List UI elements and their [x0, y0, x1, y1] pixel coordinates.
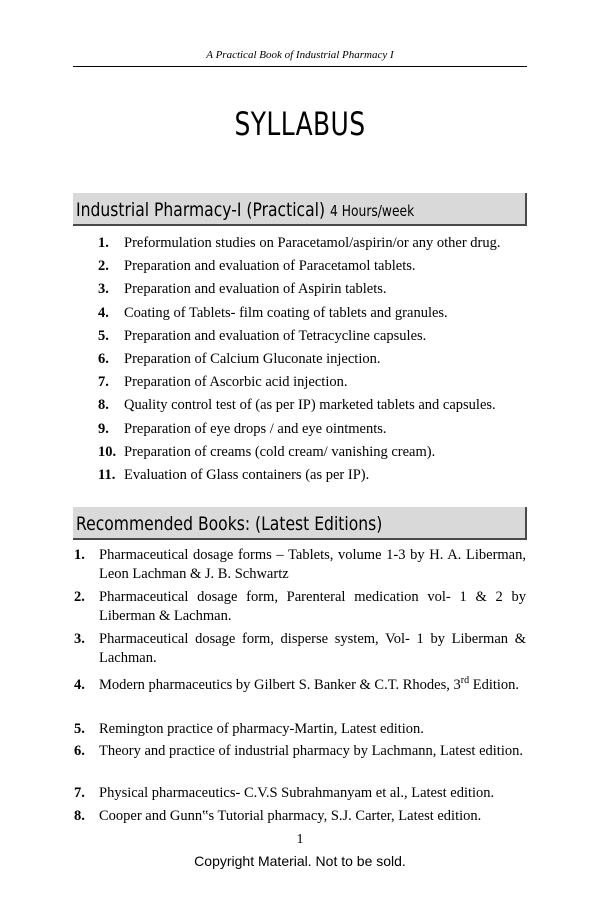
book-item-text: Pharmaceutical dosage forms – Tablets, volume 1-3 by H. A. Liberman, Leon Lachman & J. B. Schwartz [99, 547, 526, 582]
list-item-text: Preparation and evaluation of Aspirin tablets. [124, 281, 387, 298]
list-item [98, 234, 538, 257]
book-item-text-main: Modern pharmaceutics by Gilbert S. Banker & C.T. Rhodes, 3 [99, 677, 461, 693]
book-item [74, 676, 526, 695]
list-item-number: 7. [98, 374, 109, 391]
superscript-ordinal: rd [460, 675, 470, 687]
page-title: SYLLABUS [234, 105, 366, 143]
list-item-number: 6. [98, 350, 109, 367]
book-item-number: 7. [74, 785, 85, 801]
book-item-number: 5. [74, 721, 85, 737]
list-item [98, 327, 538, 350]
practical-heading-title: Industrial Pharmacy-I (Practical) [76, 199, 326, 221]
list-item [98, 466, 538, 489]
list-item-text: Preformulation studies on Paracetamol/aspirin/or any other drug. [124, 235, 501, 251]
book-item [74, 546, 526, 583]
list-item [98, 304, 538, 327]
list-item-number: 4. [98, 304, 109, 321]
list-item [98, 443, 538, 466]
book-item-text: Cooper and Gunn‟s Tutorial pharmacy, S.J. Carter, Latest edition. [99, 808, 482, 824]
list-item [98, 350, 538, 373]
list-item-text: Evaluation of Glass containers (as per IP). [124, 466, 370, 483]
book-item [74, 807, 526, 826]
book-item-text: Remington practice of pharmacy-Martin, Latest edition. [99, 721, 424, 737]
list-item-text: Coating of Tablets- film coating of tablets and granules. [124, 304, 448, 321]
practical-list [98, 234, 538, 489]
book-item-text: Pharmaceutical dosage form, Parenteral medication vol- 1 & 2 by Liberman & Lachman. [99, 589, 526, 624]
practical-heading-hours: 4 Hours/week [330, 202, 415, 220]
book-item-text: Theory and practice of industrial pharmacy by Lachmann, Latest edition. [99, 743, 523, 759]
list-item [98, 373, 538, 396]
running-header: A Practical Book of Industrial Pharmacy I [206, 49, 394, 61]
list-item-number: 5. [98, 327, 109, 344]
list-item-number: 1. [98, 235, 109, 251]
list-item-text: Preparation of Calcium Gluconate injection. [124, 350, 381, 367]
list-item-number: 2. [98, 258, 109, 275]
list-item-text: Preparation of creams (cold cream/ vanishing cream). [124, 443, 436, 460]
list-item-number: 3. [98, 281, 109, 298]
book-item [74, 630, 526, 667]
copyright-notice: Copyright Material. Not to be sold. [194, 853, 406, 869]
practical-section-header [73, 193, 527, 226]
book-item-number: 8. [74, 808, 85, 824]
list-item-text: Preparation and evaluation of Paracetamol tablets. [124, 258, 416, 275]
list-item [98, 280, 538, 303]
book-item-text [99, 676, 526, 695]
book-item-number: 4. [74, 677, 85, 693]
books-section-heading: Recommended Books: (Latest Editions) [76, 513, 383, 535]
book-item [74, 742, 526, 761]
practical-section-heading [76, 198, 414, 223]
book-item-number: 6. [74, 743, 85, 759]
book-item-text: Pharmaceutical dosage form, disperse system, Vol- 1 by Liberman & Lachman. [99, 631, 526, 666]
list-item-number: 8. [98, 397, 109, 414]
book-item [74, 784, 526, 803]
list-item-number: 10. [98, 443, 117, 460]
book-item-text-after: Edition. [469, 677, 520, 693]
list-item [98, 396, 538, 419]
list-item [98, 257, 538, 280]
book-item-number: 3. [74, 631, 85, 647]
book-item [74, 720, 526, 739]
list-item-text: Quality control test of (as per IP) marketed tablets and capsules. [124, 397, 496, 414]
list-item-text: Preparation of eye drops / and eye ointments. [124, 420, 387, 437]
list-item-text: Preparation of Ascorbic acid injection. [124, 374, 348, 391]
list-item [98, 420, 538, 443]
page-number: 1 [296, 832, 304, 847]
list-item-number: 9. [98, 420, 109, 437]
book-item-number: 1. [74, 547, 85, 563]
books-section-header [73, 507, 527, 540]
book-item [74, 588, 526, 625]
book-item-number: 2. [74, 589, 85, 605]
list-item-number: 11. [98, 466, 116, 483]
header-divider [73, 66, 527, 67]
list-item-text: Preparation and evaluation of Tetracycline capsules. [124, 327, 427, 344]
book-item-text: Physical pharmaceutics- C.V.S Subrahmanyam et al., Latest edition. [99, 785, 495, 801]
